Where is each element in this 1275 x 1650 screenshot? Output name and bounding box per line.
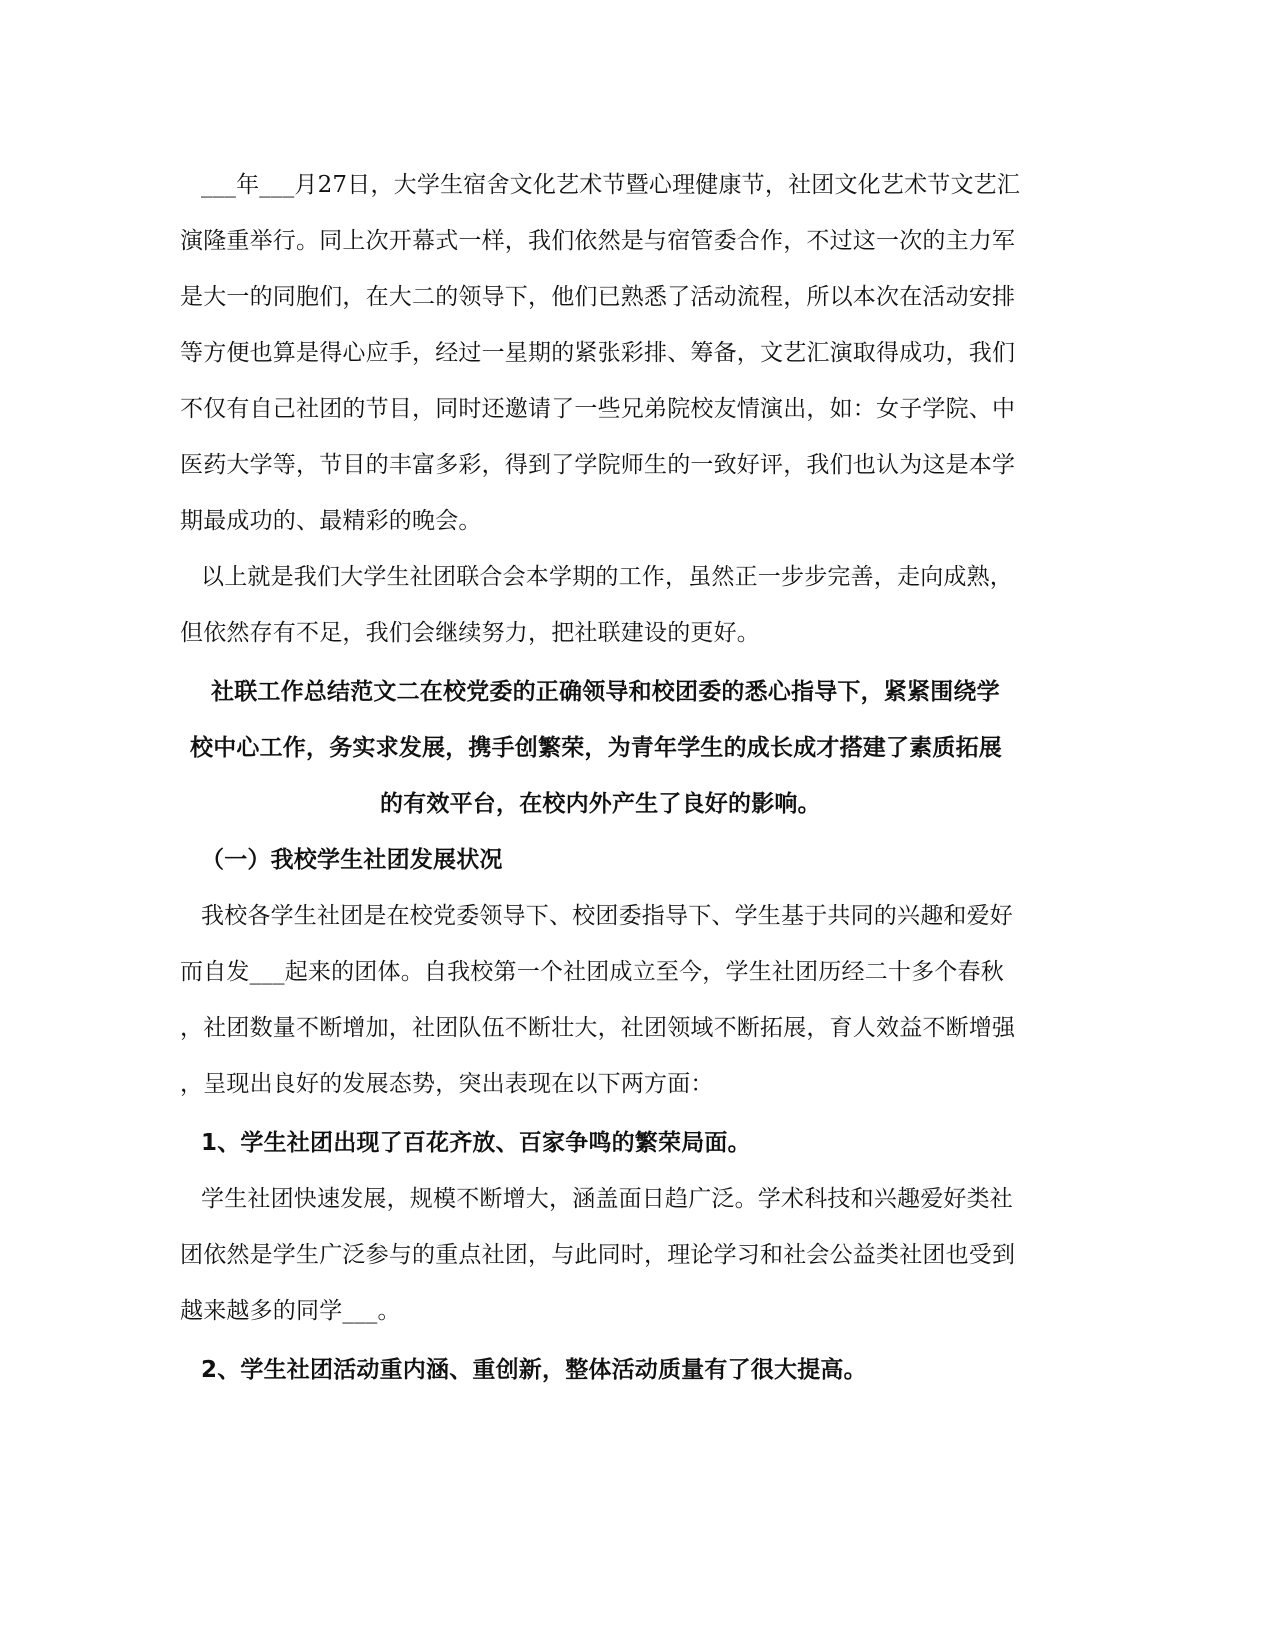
point-2-title: 2、学生社团活动重内涵、重创新，整体活动质量有了很大提高。: [201, 1357, 867, 1383]
paragraph-1-line-7: 期最成功的、最精彩的晚会。: [180, 508, 482, 534]
paragraph-2-line-1: 以上就是我们大学生社团联合会本学期的工作，虽然正一步步完善，走向成熟，: [201, 564, 1013, 590]
paragraph-3-line-4: ，呈现出良好的发展态势，突出表现在以下两方面：: [180, 1071, 714, 1097]
paragraph-2-line-2: 但依然存有不足，我们会继续努力，把社联建设的更好。: [180, 620, 760, 646]
paragraph-3-line-3: ，社团数量不断增加，社团队伍不断壮大，社团领域不断拓展，育人效益不断增强: [180, 1015, 1016, 1041]
paragraph-3-line-1: 我校各学生社团是在校党委领导下、校团委指导下、学生基于共同的兴趣和爱好: [201, 903, 1013, 929]
paragraph-1-line-1: ___年___月27日，大学生宿舍文化艺术节暨心理健康节，社团文化艺术节文艺汇: [201, 172, 1021, 198]
summary-heading-line-3: 的有效平台，在校内外产生了良好的影响。: [380, 791, 821, 817]
section-1-title: （一）我校学生社团发展状况: [201, 847, 503, 873]
paragraph-1-line-5: 不仅有自己社团的节目，同时还邀请了一些兄弟院校友情演出，如：女子学院、中: [180, 396, 1016, 422]
paragraph-3-line-2: 而自发___起来的团体。自我校第一个社团成立至今，学生社团历经二十多个春秋: [180, 959, 1004, 985]
paragraph-4-line-2: 团依然是学生广泛参与的重点社团，与此同时，理论学习和社会公益类社团也受到: [180, 1242, 1016, 1268]
paragraph-1-line-4: 等方便也算是得心应手，经过一星期的紧张彩排、筹备，文艺汇演取得成功，我们: [180, 340, 1016, 366]
paragraph-4-line-1: 学生社团快速发展，规模不断增大，涵盖面日趋广泛。学术科技和兴趣爱好类社: [201, 1186, 1013, 1212]
summary-heading-line-1: 社联工作总结范文二在校党委的正确领导和校团委的悉心指导下，紧紧围绕学: [211, 679, 1000, 705]
paragraph-1-line-2: 演隆重举行。同上次开幕式一样，我们依然是与宿管委合作，不过这一次的主力军: [180, 228, 1016, 254]
paragraph-1-line-3: 是大一的同胞们，在大二的领导下，他们已熟悉了活动流程，所以本次在活动安排: [180, 284, 1016, 310]
summary-heading-line-2: 校中心工作，务实求发展，携手创繁荣，为青年学生的成长成才搭建了素质拓展: [190, 735, 1002, 761]
paragraph-1-line-6: 医药大学等，节目的丰富多彩，得到了学院师生的一致好评，我们也认为这是本学: [180, 452, 1016, 478]
point-1-title: 1、学生社团出现了百花齐放、百家争鸣的繁荣局面。: [201, 1130, 751, 1156]
paragraph-4-line-3: 越来越多的同学___。: [180, 1298, 401, 1324]
